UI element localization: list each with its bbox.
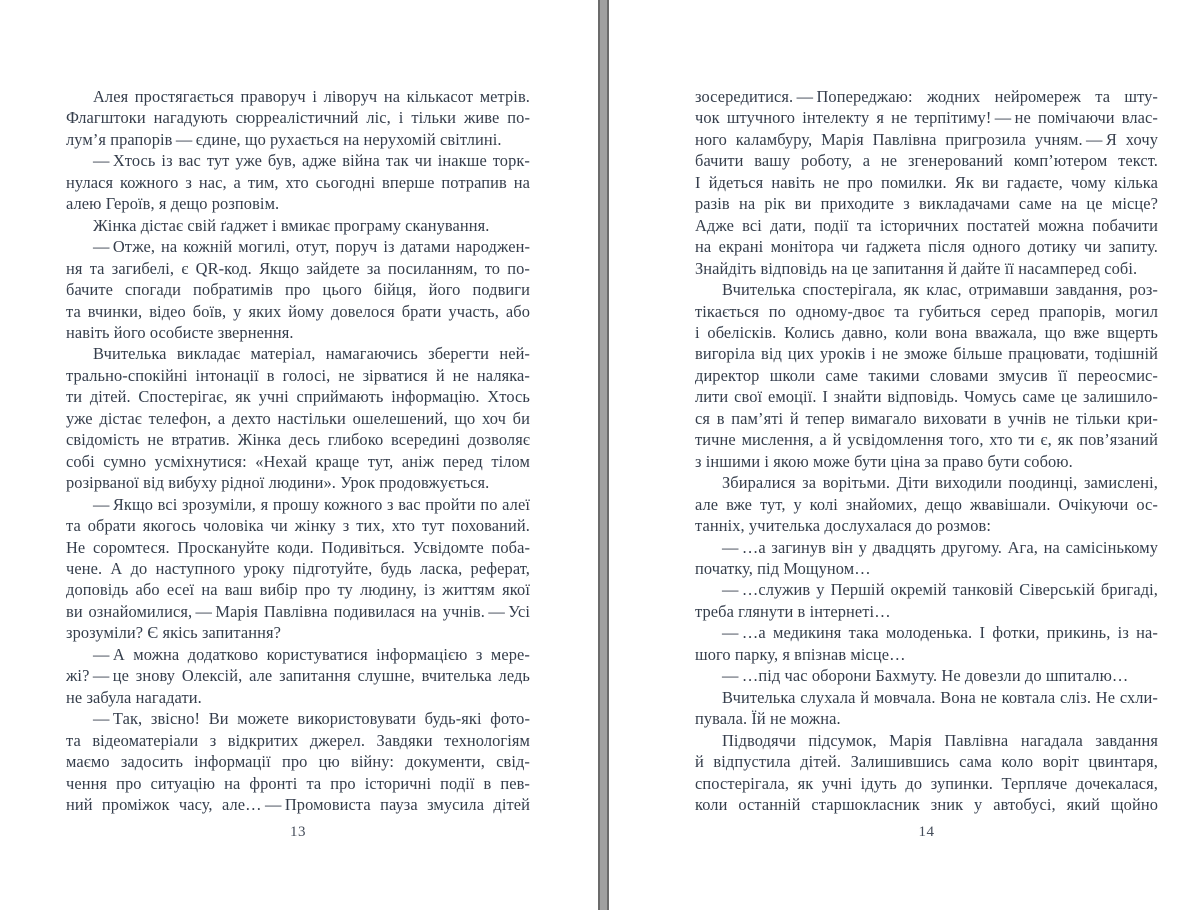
- page-number-right: 14: [918, 824, 935, 840]
- page-14-text-column: [695, 86, 1158, 815]
- text-line: не забула нагадати.: [66, 687, 202, 707]
- text-line: ви ознайомилися, — Марія Павлівна подивилася на учнів. — Усі: [66, 601, 530, 621]
- text-line: Флагштоки нагадують сюрреалістичний ліс, і тільки живе по-: [66, 108, 530, 128]
- text-line: та обрати якогось чоловіка чи жінку з тих, хто тут похований.: [66, 516, 530, 536]
- text-line: — …служив у Першій окремій танковій Сіверській бригаді,: [722, 580, 1158, 600]
- text-line: й відпустила дітей. Залишившись сама коло воріт цвинтаря,: [695, 752, 1158, 772]
- text-line: Вчителька спостерігала, як клас, отримавши завдання, роз-: [722, 280, 1158, 300]
- text-line: — …а медикиня така молоденька. І фотки, прикинь, із на-: [722, 623, 1158, 643]
- text-line: спостерігала, як учні ідуть до зупинки. Терпляче дочекалася,: [695, 773, 1158, 793]
- text-line: на екрані монітора чи ґаджета після одного дотику чи запиту.: [695, 237, 1158, 257]
- text-line: Адже всі дати, події та історичних постатей можна побачити: [695, 215, 1158, 235]
- text-line: алею Героїв, я дещо розповім.: [66, 194, 280, 214]
- text-line: пувала. Їй не можна.: [695, 709, 841, 729]
- text-line: жі? — це знову Олексій, але запитання слушне, вчителька ледь: [66, 666, 530, 686]
- text-line: Вчителька викладає матеріал, намагаючись зберегти ней-: [93, 344, 530, 364]
- text-line: коли останній старшокласник зник у автобусі, який щойно: [695, 794, 1158, 814]
- text-line: зосередитися. — Попереджаю: жодних нейромереж та шту-: [695, 87, 1158, 106]
- text-line: бачити вашу роботу, а не згенерований комп’ютером текст.: [695, 151, 1158, 171]
- text-line: свідомість не втратив. Жінка десь глибоко всередині дозволяє: [66, 430, 530, 450]
- text-line: ся в пам’яті й тепер вимагало виховати в учнів не тільки кри-: [695, 408, 1158, 428]
- text-line: тичне мислення, а й усвідомлення того, хто ти є, як пов’язаний: [695, 430, 1158, 450]
- text-line: маємо задосить інформації про цю війну: документи, свід-: [66, 752, 530, 772]
- text-line: Вчителька слухала й мовчала. Вона не ковтала сліз. Не схли-: [722, 687, 1158, 707]
- book-spine: [598, 0, 609, 910]
- page-number-left: 13: [290, 824, 306, 840]
- text-line: навіть його особисте звернення.: [66, 322, 294, 342]
- text-line: ного каламбуру, Марія Павлівна пригрозила учням. — Я хочу: [695, 129, 1158, 149]
- text-line: Підводячи підсумок, Марія Павлівна нагадала завдання: [722, 730, 1158, 750]
- text-line: танніх, учителька дослухалася до розмов:: [695, 516, 991, 536]
- text-line: — …а загинув він у двадцять другому. Ага, на самісінькому: [722, 537, 1158, 557]
- text-line: Знайдіть відповідь на це запитання й дайте її насамперед собі.: [695, 258, 1138, 278]
- text-line: чення про ситуацію на фронті та про історичні події в пев-: [66, 773, 530, 793]
- text-line: — Хтось із вас тут уже був, адже війна так чи інакше торк-: [93, 151, 530, 171]
- text-line: І йдеться навіть не про помилки. Як ви гадаєте, чому кілька: [695, 172, 1158, 192]
- text-line: — А можна додатково користуватися інформацією з мере-: [93, 644, 530, 664]
- text-line: собі сумно усміхнутися: «Нехай краще тут, аніж перед тілом: [66, 451, 530, 471]
- text-line: чок штучного інтелекту я не терпітиму! — не помічаючи влас-: [695, 108, 1158, 128]
- text-line: початку, під Мощуном…: [695, 558, 871, 578]
- text-line: шого парку, я впізнав місце…: [695, 644, 906, 664]
- text-line: та вчинки, відео боїв, у яких йому довелося брати участь, або: [66, 301, 530, 321]
- text-line: уже дістає телефон, а дехто настільки ошелешений, що хоч би: [66, 408, 530, 428]
- text-line: та відеоматеріали з відкритих джерел. Завдяки технологіям: [66, 730, 530, 750]
- text-line: директор школи саме такими словами змусив її переосмис-: [695, 365, 1158, 385]
- text-line: трально-спокійні інтонації в голосі, не зірватися й не наляка-: [66, 365, 530, 385]
- text-line: Збиралися за ворітьми. Діти виходили поодинці, замислені,: [722, 473, 1158, 493]
- text-line: — Якщо всі зрозуміли, я прошу кожного з вас пройти по алеї: [93, 494, 530, 514]
- text-line: розірваної від вибуху рідної людини». Урок продовжується.: [66, 473, 490, 493]
- text-line: але вже тут, у колі знайомих, дещо жвавішали. Очікуючи ос-: [695, 494, 1158, 514]
- text-line: Алея простягається праворуч і ліворуч на кількасот метрів.: [93, 87, 530, 106]
- text-line: доповідь або есеї на ваш вибір про ту людину, із життям якої: [66, 580, 530, 600]
- text-line: — Отже, на кожній могилі, отут, поруч із датами народжен-: [93, 237, 530, 257]
- text-line: ти дітей. Спостерігає, як учні сприймають інформацію. Хтось: [66, 387, 530, 407]
- text-line: разів на рік ви приходите з викладачами саме на це місце?: [695, 194, 1158, 214]
- text-line: зрозуміли? Є якісь запитання?: [66, 623, 282, 643]
- text-line: бачите спогади побратимів про цього бійця, його подвиги: [66, 280, 530, 300]
- text-line: — …під час оборони Бахмуту. Не довезли до шпиталю…: [722, 666, 1129, 686]
- text-line: Не соромтеся. Проскануйте коди. Подивіться. Усвідомте поба-: [66, 537, 530, 557]
- text-line: чене. А до наступного уроку підготуйте, будь ласка, реферат,: [66, 558, 530, 578]
- text-line: ний проміжок часу, але… — Промовиста пауза змусила дітей: [66, 794, 530, 814]
- text-line: — Так, звісно! Ви можете використовувати будь-які фото-: [93, 709, 530, 729]
- text-line: ня та загибелі, є QR-код. Якщо зайдете за посиланням, то по-: [66, 258, 530, 278]
- text-line: вигоріла від цих уроків і не зможе більше працювати, тодішній: [695, 344, 1158, 364]
- text-line: з іншими і якою може бути ціна за право бути собою.: [695, 451, 1073, 471]
- text-line: нулася кожного з нас, а тим, хто сьогодні вперше потрапив на: [66, 172, 530, 192]
- text-line: треба глянути в інтернеті…: [695, 601, 891, 621]
- text-line: лум’я прапорів — єдине, що рухається на нерухомій світлині.: [66, 129, 502, 149]
- text-line: Жінка дістає свій ґаджет і вмикає програму сканування.: [93, 215, 490, 235]
- page-13-text-column: [66, 86, 530, 815]
- text-line: тікається по одному-двоє та губиться серед прапорів, могил: [695, 301, 1158, 321]
- text-line: і обелісків. Колись давно, коли вона вважала, що вже вщерть: [695, 322, 1158, 342]
- text-line: лити свої емоції. І знайти відповідь. Чомусь саме це залишило-: [695, 387, 1158, 407]
